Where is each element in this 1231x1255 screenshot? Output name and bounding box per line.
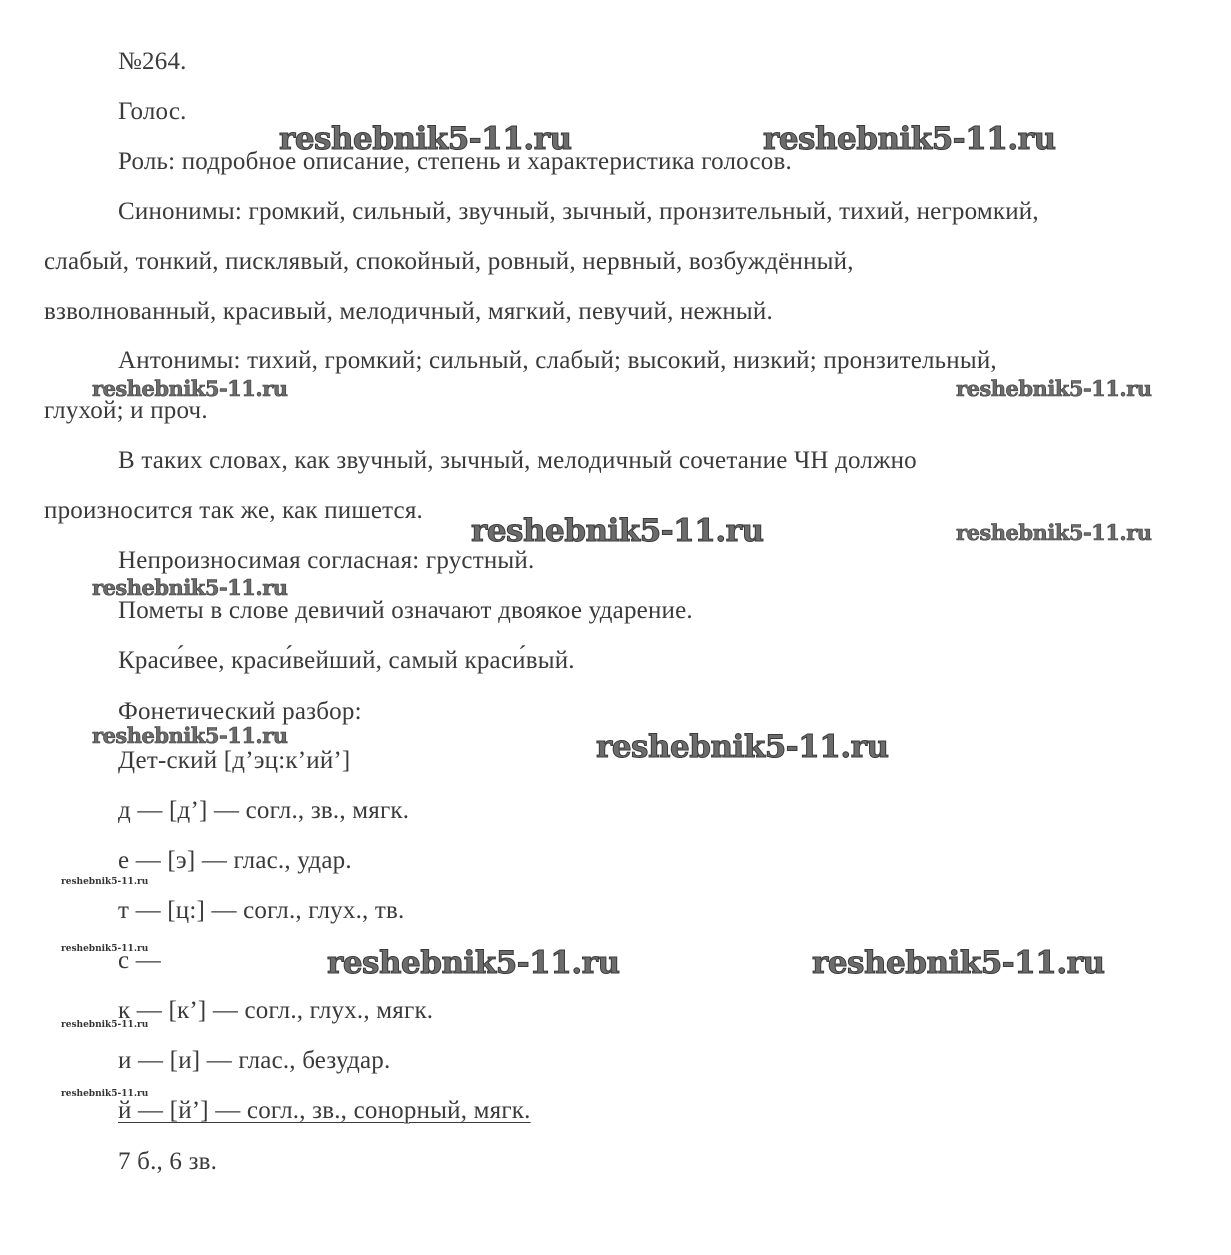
watermark: reshebnik5-11.ru — [471, 513, 764, 549]
watermark: reshebnik5-11.ru — [763, 121, 1056, 157]
letter-row-4: с — — [118, 947, 161, 974]
letter-row-7: й — [й’] — согл., зв., сонорный, мягк. — [118, 1097, 531, 1124]
letter-row-5: к — [к’] — согл., глух., мягк. — [118, 997, 434, 1024]
headword: Голос. — [118, 98, 187, 125]
role-text: Роль: подробное описание, степень и характеристика голосов. — [118, 148, 792, 175]
transcription: Дет-ский [д’эц:к’ий’] — [118, 747, 351, 774]
watermark: reshebnik5-11.ru — [279, 121, 572, 157]
synonyms-line-3: взволнованный, красивый, мелодичный, мягкий, певучий, нежный. — [44, 298, 773, 325]
letter-row-3: т — [ц:] — согл., глух., тв. — [118, 897, 405, 924]
silent-consonant-text: Непроизносимая согласная: грустный. — [118, 547, 535, 574]
letter-row-2: е — [э] — глас., удар. — [118, 847, 352, 874]
watermark: reshebnik5-11.ru — [956, 520, 1152, 545]
watermark: reshebnik5-11.ru — [812, 945, 1105, 981]
antonyms-line-1: Антонимы: тихий, громкий; сильный, слабый; высокий, низкий; пронзительный, — [118, 347, 997, 374]
watermark: reshebnik5-11.ru — [92, 575, 288, 600]
chn-line-2: произносится так же, как пишется. — [44, 497, 423, 524]
watermark: reshebnik5-11.ru — [92, 376, 288, 401]
watermark: reshebnik5-11.ru — [92, 723, 288, 748]
synonyms-line-1: Синонимы: громкий, сильный, звучный, зычный, пронзительный, тихий, негромкий, — [118, 198, 1039, 225]
phonetic-title: Фонетический разбор: — [118, 698, 362, 725]
watermark: reshebnik5-11.ru — [61, 1089, 149, 1099]
watermark: reshebnik5-11.ru — [327, 945, 620, 981]
letter-row-6: и — [и] — глас., безудар. — [118, 1047, 391, 1074]
watermark: reshebnik5-11.ru — [61, 877, 149, 887]
watermark: reshebnik5-11.ru — [61, 944, 149, 954]
watermark: reshebnik5-11.ru — [61, 1020, 149, 1030]
total-count: 7 б., 6 зв. — [118, 1148, 218, 1175]
synonyms-line-2: слабый, тонкий, писклявый, спокойный, ровный, нервный, возбуждённый, — [44, 248, 854, 275]
watermark: reshebnik5-11.ru — [956, 376, 1152, 401]
word-forms-text: Краси́вее, краси́вейший, самый краси́вый. — [118, 647, 575, 674]
watermark: reshebnik5-11.ru — [596, 729, 889, 765]
letter-row-1: д — [д’] — согл., зв., мягк. — [118, 797, 410, 824]
exercise-number: №264. — [118, 48, 187, 75]
chn-line-1: В таких словах, как звучный, зычный, мелодичный сочетание ЧН должно — [118, 447, 917, 474]
antonyms-line-2: глухой; и проч. — [44, 397, 208, 424]
marks-text: Пометы в слове девичий означают двоякое ударение. — [118, 597, 693, 624]
